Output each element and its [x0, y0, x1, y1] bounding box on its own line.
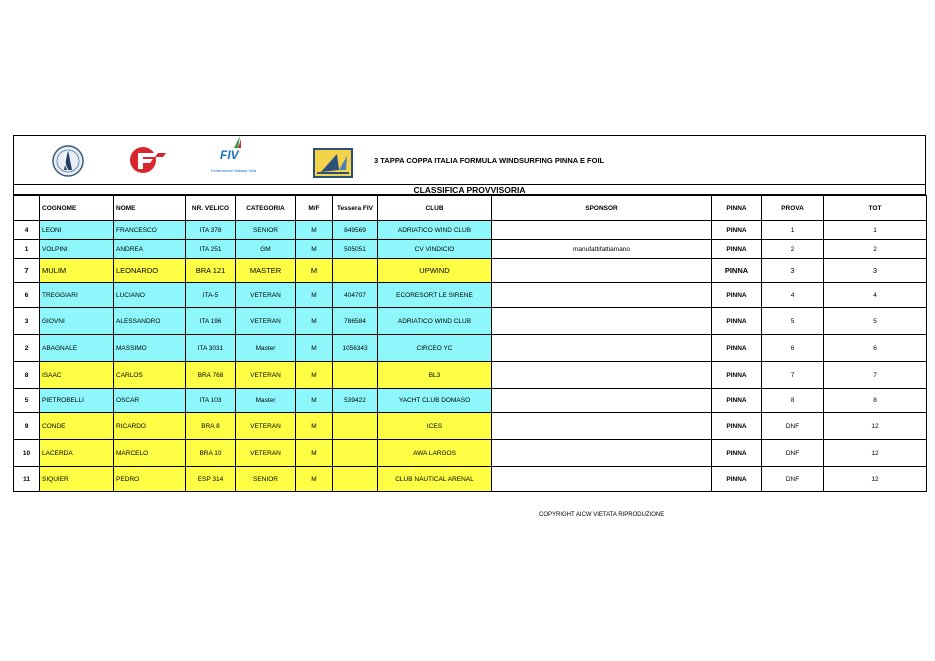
- association-logo-icon: [51, 144, 85, 178]
- cell-pos: 11: [14, 467, 40, 492]
- copyright-notice: COPYRIGHT AICW VIETATA RIPRODUZIONE: [539, 512, 665, 518]
- cell-pinna: PINNA: [712, 413, 762, 440]
- cell-mf: M: [296, 335, 333, 362]
- cell-tessera: [333, 413, 378, 440]
- cell-tot: 2: [824, 240, 927, 259]
- cell-club: ICES: [378, 413, 492, 440]
- results-sheet: [13, 135, 926, 492]
- col-cognome: COGNOME: [40, 196, 114, 221]
- cell-sponsor: [492, 283, 712, 308]
- cell-nome: ANDREA: [114, 240, 186, 259]
- cell-nome: PEDRO: [114, 467, 186, 492]
- cell-sponsor: [492, 467, 712, 492]
- fiv-sail-icon: [232, 136, 242, 148]
- sheet-header: [13, 135, 926, 184]
- cell-pos: 4: [14, 221, 40, 240]
- cell-tot: 1: [824, 221, 927, 240]
- cell-sponsor: [492, 221, 712, 240]
- cell-categoria: VETERAN: [236, 362, 296, 389]
- cell-velico: BRA 121: [186, 259, 236, 283]
- cell-tessera: 849569: [333, 221, 378, 240]
- col-pinna: PINNA: [712, 196, 762, 221]
- cell-tessera: [333, 259, 378, 283]
- cell-categoria: GM: [236, 240, 296, 259]
- cell-club: ADRIATICO WIND CLUB: [378, 221, 492, 240]
- cell-sponsor: [492, 335, 712, 362]
- cell-prova: 6: [762, 335, 824, 362]
- cell-prova: DNF: [762, 440, 824, 467]
- cell-club: CLUB NAUTICAL ARENAL: [378, 467, 492, 492]
- cell-pinna: PINNA: [712, 335, 762, 362]
- fiv-logo-text: FIV: [220, 148, 239, 162]
- results-table: [13, 195, 927, 492]
- cell-cognome: PIETROBELLI: [40, 389, 114, 413]
- cell-nome: LUCIANO: [114, 283, 186, 308]
- cell-categoria: SENIOR: [236, 221, 296, 240]
- cell-tot: 12: [824, 440, 927, 467]
- cell-cognome: CONDE: [40, 413, 114, 440]
- cell-nome: MASSIMO: [114, 335, 186, 362]
- cell-pinna: PINNA: [712, 308, 762, 335]
- cell-nome: RICARDO: [114, 413, 186, 440]
- cell-prova: 2: [762, 240, 824, 259]
- cell-tessera: 539422: [333, 389, 378, 413]
- col-tessera: Tessera FIV: [333, 196, 378, 221]
- cell-categoria: SENIOR: [236, 467, 296, 492]
- col-pos: [14, 196, 40, 221]
- cell-prova: 5: [762, 308, 824, 335]
- cell-velico: ITA 251: [186, 240, 236, 259]
- cell-categoria: Master: [236, 389, 296, 413]
- cell-cognome: LACERDA: [40, 440, 114, 467]
- table-row: [14, 221, 927, 240]
- cell-mf: M: [296, 259, 333, 283]
- cell-cognome: SIQUIER: [40, 467, 114, 492]
- cell-pinna: PINNA: [712, 362, 762, 389]
- cell-pinna: PINNA: [712, 283, 762, 308]
- col-nome: NOME: [114, 196, 186, 221]
- cell-cognome: LEONI: [40, 221, 114, 240]
- cell-velico: ESP 314: [186, 467, 236, 492]
- cell-cognome: ABAGNALE: [40, 335, 114, 362]
- cell-cognome: TREGGIARI: [40, 283, 114, 308]
- cell-categoria: MASTER: [236, 259, 296, 283]
- cell-nome: FRANCESCO: [114, 221, 186, 240]
- cell-sponsor: [492, 413, 712, 440]
- cell-club: YACHT CLUB DOMASO: [378, 389, 492, 413]
- cell-sponsor: [492, 440, 712, 467]
- cell-mf: M: [296, 221, 333, 240]
- cell-cognome: GIOVNI: [40, 308, 114, 335]
- cell-prova: 3: [762, 259, 824, 283]
- cell-tot: 12: [824, 413, 927, 440]
- cell-pos: 3: [14, 308, 40, 335]
- col-velico: NR. VELICO: [186, 196, 236, 221]
- table-row: [14, 240, 927, 259]
- ranking-subtitle: CLASSIFICA PROVVISORIA: [13, 184, 926, 195]
- cell-nome: ALESSANDRO: [114, 308, 186, 335]
- cell-club: ADRIATICO WIND CLUB: [378, 308, 492, 335]
- results-body: [14, 221, 927, 492]
- cell-prova: 7: [762, 362, 824, 389]
- cell-mf: M: [296, 440, 333, 467]
- cell-sponsor: manufattifattiamano: [492, 240, 712, 259]
- cell-pos: 1: [14, 240, 40, 259]
- cell-prova: 1: [762, 221, 824, 240]
- cell-club: CIRCEO YC: [378, 335, 492, 362]
- cell-categoria: VETERAN: [236, 308, 296, 335]
- event-title: 3 TAPPA COPPA ITALIA FORMULA WINDSURFING PINNA E FOIL: [374, 156, 605, 165]
- table-row: [14, 389, 927, 413]
- cell-pinna: PINNA: [712, 259, 762, 283]
- cell-nome: MARCELO: [114, 440, 186, 467]
- cell-categoria: VETERAN: [236, 283, 296, 308]
- cell-tessera: [333, 467, 378, 492]
- cell-tessera: 786584: [333, 308, 378, 335]
- table-row: [14, 467, 927, 492]
- cell-categoria: Master: [236, 335, 296, 362]
- table-row: [14, 283, 927, 308]
- col-tot: TOT: [824, 196, 927, 221]
- cell-club: UPWIND: [378, 259, 492, 283]
- cell-nome: LEONARDO: [114, 259, 186, 283]
- table-row: [14, 335, 927, 362]
- fiv-logo-subtitle: Federazione Italiana Vela: [211, 168, 257, 173]
- cell-sponsor: [492, 259, 712, 283]
- cell-prova: DNF: [762, 413, 824, 440]
- cell-velico: ITA 103: [186, 389, 236, 413]
- cell-velico: ITA-5: [186, 283, 236, 308]
- cell-mf: M: [296, 240, 333, 259]
- cell-pos: 10: [14, 440, 40, 467]
- table-row: [14, 259, 927, 283]
- cell-club: ECORESORT LE SIRENE: [378, 283, 492, 308]
- cell-tessera: 1056343: [333, 335, 378, 362]
- table-row: [14, 362, 927, 389]
- col-club: CLUB: [378, 196, 492, 221]
- cell-mf: M: [296, 467, 333, 492]
- cell-tessera: [333, 440, 378, 467]
- table-row: [14, 308, 927, 335]
- cell-categoria: VETERAN: [236, 413, 296, 440]
- table-row: [14, 440, 927, 467]
- cell-pos: 5: [14, 389, 40, 413]
- cell-prova: DNF: [762, 467, 824, 492]
- cell-tot: 6: [824, 335, 927, 362]
- cell-club: BL3: [378, 362, 492, 389]
- cell-mf: M: [296, 389, 333, 413]
- cell-mf: M: [296, 283, 333, 308]
- cell-tot: 7: [824, 362, 927, 389]
- cell-pos: 8: [14, 362, 40, 389]
- windsurf-logo-icon: [313, 148, 353, 178]
- cell-prova: 4: [762, 283, 824, 308]
- col-categoria: CATEGORIA: [236, 196, 296, 221]
- cell-pinna: PINNA: [712, 467, 762, 492]
- cell-tot: 3: [824, 259, 927, 283]
- cell-tot: 4: [824, 283, 927, 308]
- cell-club: AWA LARGOS: [378, 440, 492, 467]
- cell-cognome: MULIM: [40, 259, 114, 283]
- table-row: [14, 413, 927, 440]
- cell-tot: 12: [824, 467, 927, 492]
- cell-pinna: PINNA: [712, 240, 762, 259]
- cell-categoria: VETERAN: [236, 440, 296, 467]
- cell-nome: OSCAR: [114, 389, 186, 413]
- cell-sponsor: [492, 389, 712, 413]
- cell-tot: 5: [824, 308, 927, 335]
- cell-pos: 7: [14, 259, 40, 283]
- cell-velico: ITA 378: [186, 221, 236, 240]
- table-header-row: [14, 196, 927, 221]
- col-prova: PROVA: [762, 196, 824, 221]
- cell-pos: 6: [14, 283, 40, 308]
- cell-tessera: 404707: [333, 283, 378, 308]
- cell-mf: M: [296, 362, 333, 389]
- cell-velico: ITA 3031: [186, 335, 236, 362]
- cell-nome: CARLOS: [114, 362, 186, 389]
- fiv-logo: [208, 136, 260, 182]
- col-mf: M/F: [296, 196, 333, 221]
- cell-cognome: ISAAC: [40, 362, 114, 389]
- cell-mf: M: [296, 308, 333, 335]
- cell-velico: ITA 196: [186, 308, 236, 335]
- cell-prova: 8: [762, 389, 824, 413]
- formula-f-logo-icon: [128, 145, 170, 175]
- col-sponsor: SPONSOR: [492, 196, 712, 221]
- cell-tessera: 505051: [333, 240, 378, 259]
- cell-sponsor: [492, 308, 712, 335]
- cell-mf: M: [296, 413, 333, 440]
- cell-velico: BRA 10: [186, 440, 236, 467]
- cell-velico: BRA 768: [186, 362, 236, 389]
- cell-club: CV VINDICIO: [378, 240, 492, 259]
- cell-tot: 8: [824, 389, 927, 413]
- cell-pinna: PINNA: [712, 389, 762, 413]
- cell-pinna: PINNA: [712, 440, 762, 467]
- cell-pinna: PINNA: [712, 221, 762, 240]
- cell-velico: BRA 8: [186, 413, 236, 440]
- cell-cognome: VOLPINI: [40, 240, 114, 259]
- cell-tessera: [333, 362, 378, 389]
- cell-pos: 9: [14, 413, 40, 440]
- cell-sponsor: [492, 362, 712, 389]
- cell-pos: 2: [14, 335, 40, 362]
